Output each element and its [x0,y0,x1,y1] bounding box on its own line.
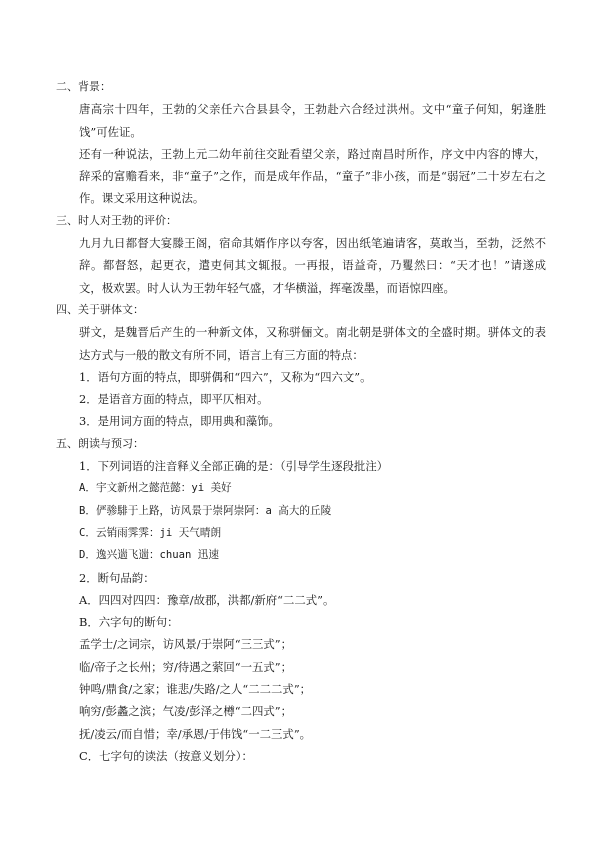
section-heading-evaluation: 三、时人对王勃的评价： [56,213,177,227]
list-item: 1．语句方面的特点，即骈偶和“四六”，又称为“四六文”。 [79,369,372,384]
paragraph-evaluation: 九月九日都督大宴滕王阁，宿命其婿作序以夸客，因出纸笔遍请客，莫敢当，至勃，泛然不辞。都督怒，起更衣，遣吏伺其文辄报。一再报，语益奇，乃矍然曰：“天才也！”请遂成文，极欢罢。时人认为王勃年轻气盛，才华横溢，挥毫泼墨，而语惊四座。 [79,236,546,295]
list-item: 2．是语音方面的特点，即平仄相对。 [79,392,269,407]
option-b: B．俨骖騑于上路，访风景于崇阿崇阿：a 高大的丘陵 [79,504,332,517]
option-d: D．逸兴遄飞遄：chuan 迅速 [79,549,219,562]
six-char-line: 抚/凌云/而自惜；幸/承恩/于伟饯“一二三式”。 [79,726,312,741]
six-char-line: 孟学士/之词宗，访风景/于崇阿“三三式”； [79,637,292,652]
six-char-line: 响穷/彭蠡之滨；气凌/彭泽之樽“二四式”； [79,704,292,719]
answer-b-line: B．六字句的断句： [79,615,179,630]
paragraph-background-1: 唐高宗十四年，王勃的父亲任六合县县令，王勃赴六合经过洪州。文中“童子何知，躬逢胜饯”可佐证。 [79,102,546,139]
paragraph-pianwen: 骈文，是魏晋后产生的一种新文体，又称骈俪文。南北朝是骈体文的全盛时期。骈体文的表达方式与一般的散文有所不同，语言上有三方面的特点： [79,325,546,362]
question-2: 2．断句品韵： [79,570,155,585]
paragraph-background-2: 还有一种说法，王勃上元二幼年前往交趾看望父亲，路过南昌时所作，序文中内容的博大，辞采的富赡看来，非“童子”之作，而是成年作品，“童子”非小孩，而是“弱冠”二十岁左右之作。课文采用这种说法。 [79,146,546,206]
question-1: 1．下列词语的注音释义全部正确的是：（引导学生逐段批注） [79,459,389,474]
document-body [56,76,546,767]
option-c: C．云销雨霁霁：ji 天气晴朗 [79,526,222,539]
six-char-line: 钟鸣/鼎食/之家；谁悲/失路/之人“二二二式”； [79,682,312,697]
section-heading-reading: 五、朗读与预习： [56,436,144,450]
six-char-line: 临/帝子之长州；穷/待遇之萦回“一五式”； [79,659,292,674]
list-item: 3．是用词方面的特点，即用典和藻饰。 [79,414,280,429]
option-a: A．宇文新州之懿范懿：yi 美好 [79,482,232,495]
answer-a-line: A．四四对四四：豫章/故郡，洪都/新府“二二式”。 [79,592,335,607]
section-heading-background: 二、背景： [56,80,111,93]
answer-c-line: C．七字句的读法（按意义划分）： [79,748,253,763]
section-heading-pianwen: 四、关于骈体文： [56,302,144,316]
